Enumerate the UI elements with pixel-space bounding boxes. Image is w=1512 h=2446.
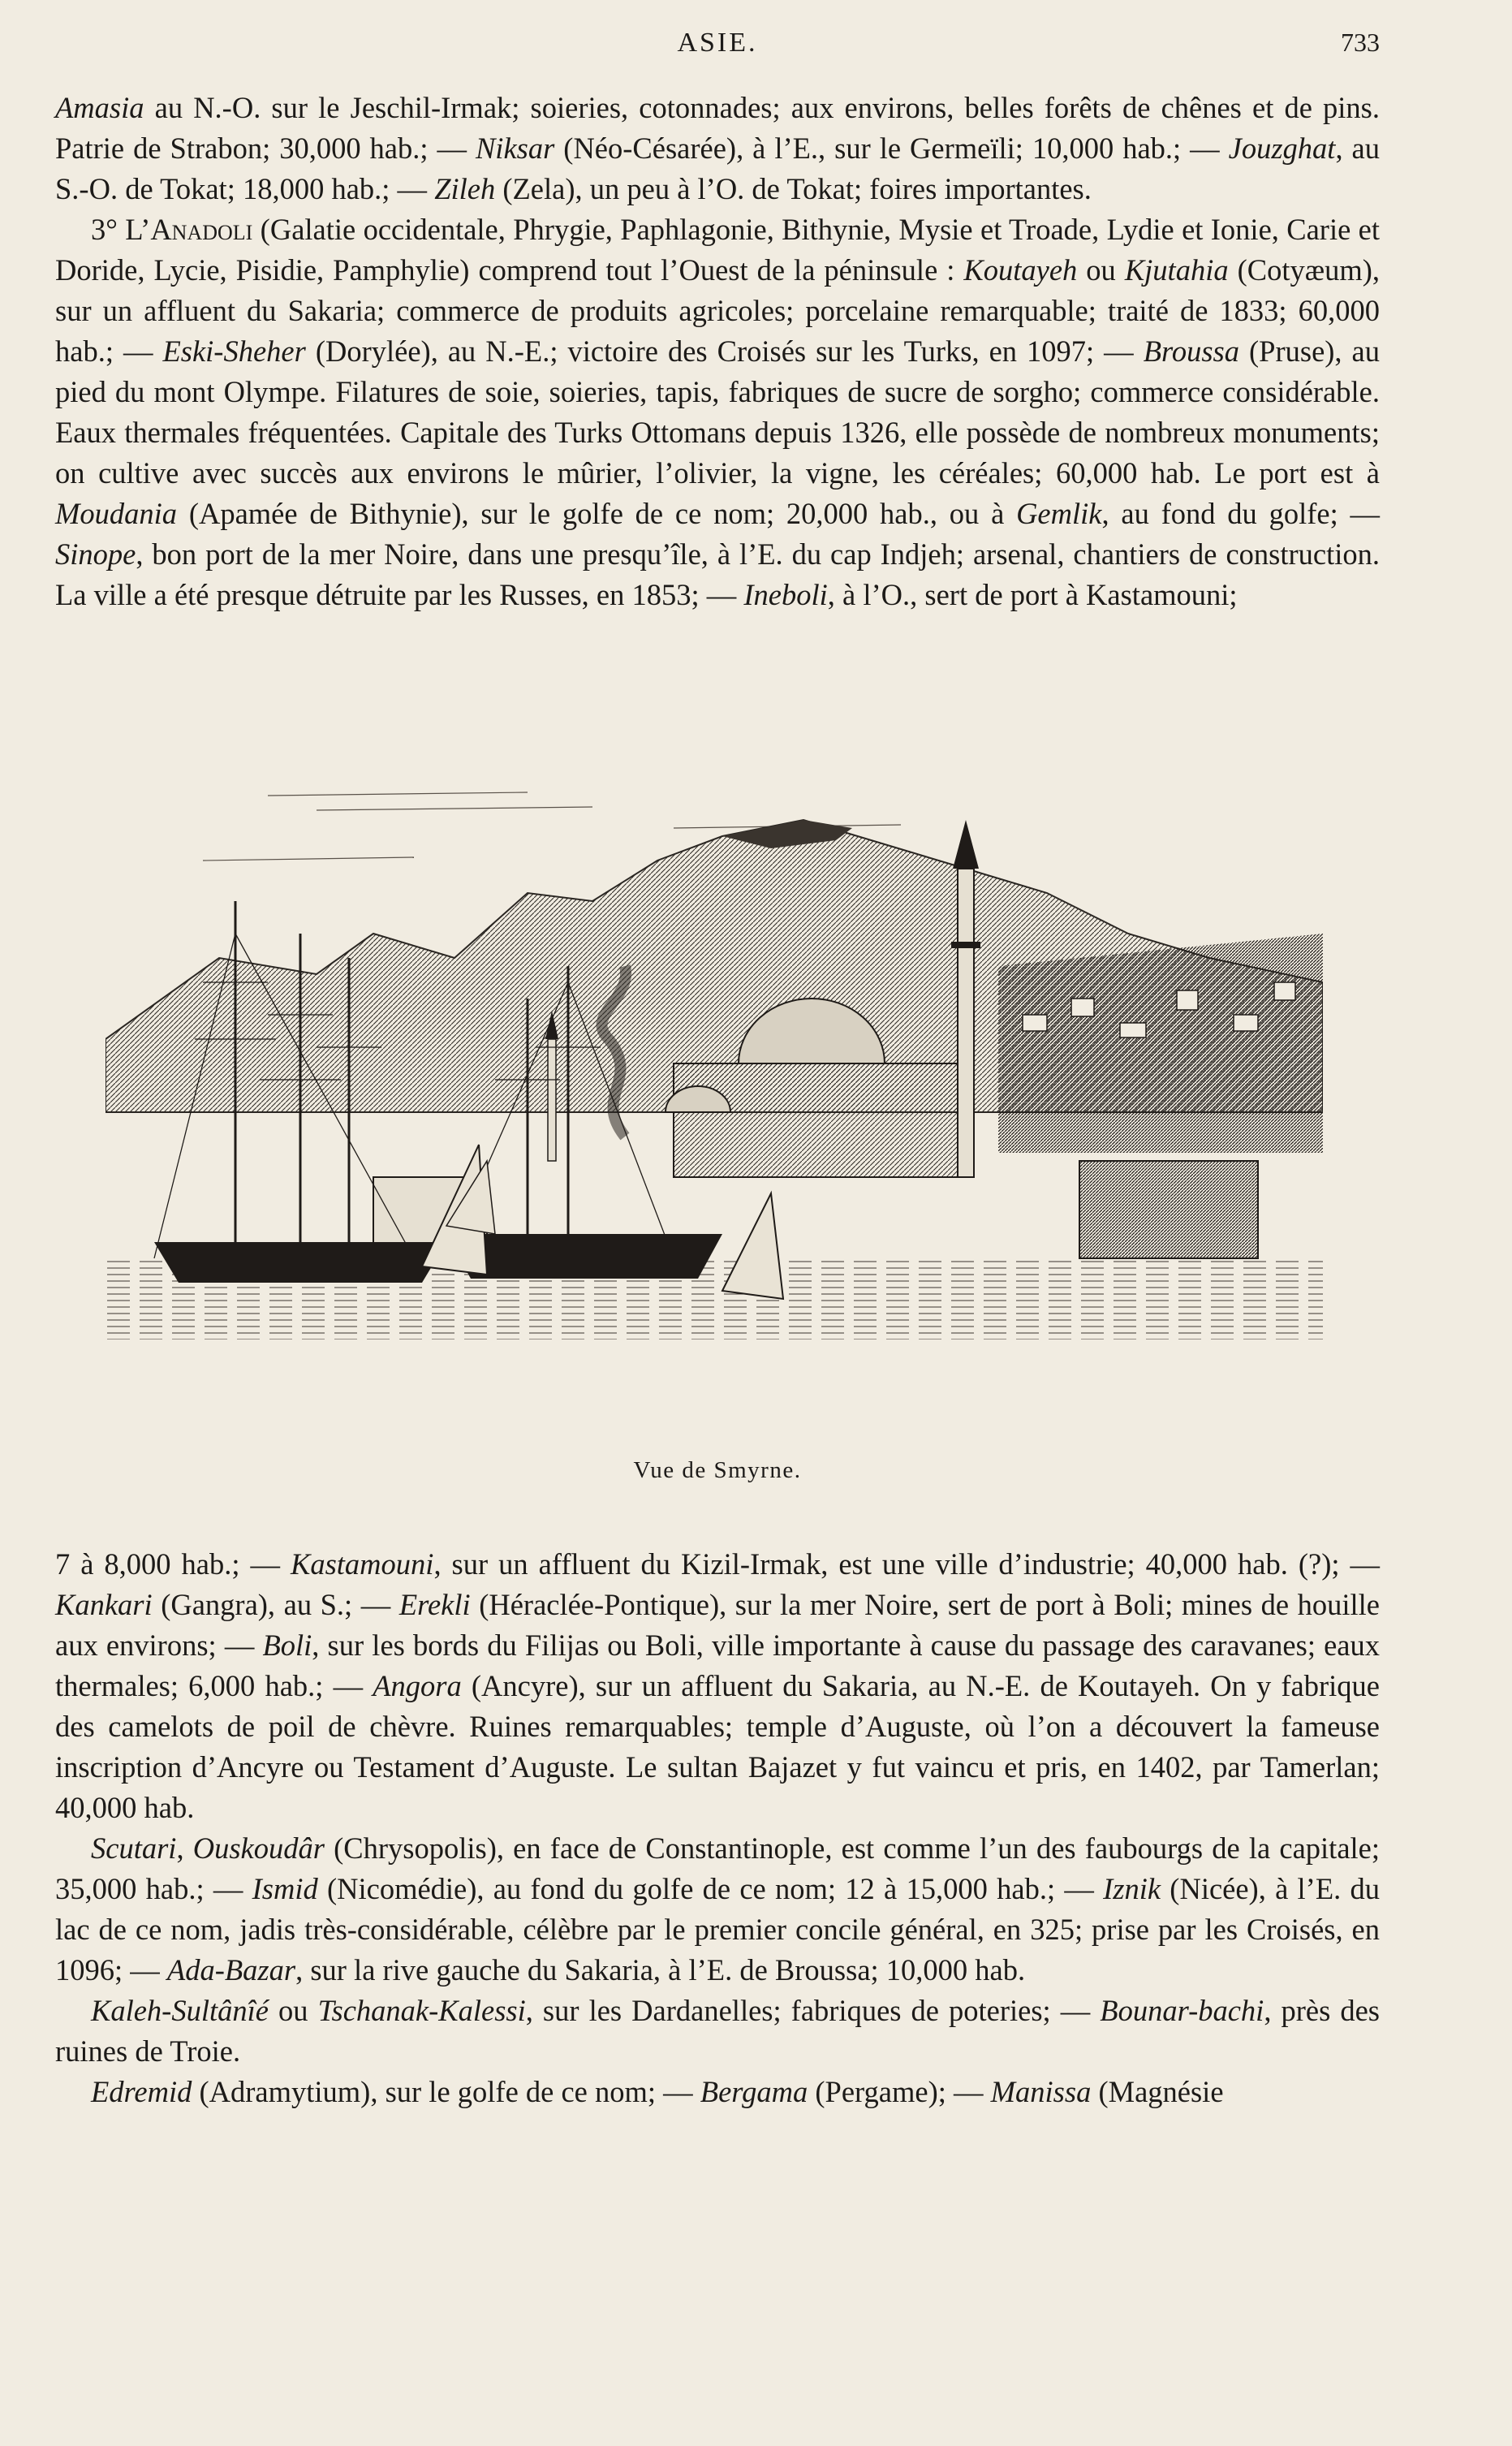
text-run: , à l’O., sert de port à Kastamouni; xyxy=(827,578,1238,611)
place-name: Bounar-bachi xyxy=(1100,1994,1264,2027)
text-run: (Pruse), au pied du mont Olympe. Filatures de soie, soieries, tapis, fabriques de sucre de sorgho; commerce considérable. Eaux thermales fréquentées. Capitale des Turks Ottomans depuis 1326, elle possède de nombreux monuments; on cultive avec succès aux environs le mûrier, l’olivier, la vigne, les céréales; 60,000 hab. Le port est à xyxy=(55,334,1380,490)
text-run: (Magnésie xyxy=(1091,2075,1224,2108)
place-name: Kjutahia xyxy=(1124,253,1229,287)
place-name: Boli xyxy=(262,1629,312,1662)
place-name: Moudania xyxy=(55,497,178,530)
text-run: , bon port de la mer Noire, dans une presqu’île, à l’E. du cap Indjeh; arsenal, chantiers de construction. La ville a été presque détruite par les Russes, en 1853; — xyxy=(55,537,1380,611)
place-name: Jouzghat xyxy=(1228,132,1336,165)
text-run: 3° L’ xyxy=(91,213,151,246)
place-name: Amasia xyxy=(55,91,144,124)
running-title: ASIE. xyxy=(677,28,758,58)
paragraph-p4 xyxy=(55,1828,1380,1991)
text-run: (Néo-Césarée), à l’E., sur le Germeïli; 10,000 hab.; — xyxy=(554,132,1229,165)
place-name: Kankari xyxy=(55,1588,153,1621)
text-run: , sur la rive gauche du Sakaria, à l’E. de Broussa; 10,000 hab. xyxy=(295,1953,1026,1987)
text-run: , au fond du golfe; — xyxy=(1101,497,1380,530)
text-run: , près des ruines de Troie. xyxy=(55,1994,1380,2068)
place-name: Ada-Bazar xyxy=(166,1953,296,1987)
place-name: Scutari xyxy=(91,1831,177,1865)
page-number: 733 xyxy=(1341,28,1380,57)
text-run: (Nicée), à l’E. du lac de ce nom, jadis très-considérable, célèbre par le premier concile général, en 325; prise par les Croisés, en 1096; — xyxy=(55,1872,1381,1987)
text-run: , sur les Dardanelles; fabriques de poteries; — xyxy=(525,1994,1101,2027)
figure-caption: Vue de Smyrne. xyxy=(633,1457,802,1483)
place-name: Edremid xyxy=(91,2075,192,2108)
place-name: Iznik xyxy=(1103,1872,1161,1905)
text-run: (Adramytium), sur le golfe de ce nom; — xyxy=(192,2075,700,2108)
engraving-smyrna-harbor xyxy=(106,771,1323,1339)
text-block-top xyxy=(55,88,1380,615)
place-name: Angora xyxy=(373,1669,462,1702)
running-head xyxy=(55,28,1380,68)
place-name: Gemlik xyxy=(1016,497,1102,530)
text-run: (Nicomédie), au fond du golfe de ce nom; 12 à 15,000 hab.; — xyxy=(317,1872,1104,1905)
place-name: Zileh xyxy=(434,172,496,205)
place-name: Tschanak-Kalessi xyxy=(317,1994,526,2027)
text-run: , sur un affluent du Kizil-Irmak, est une ville d’industrie; 40,000 hab. (?); — xyxy=(433,1547,1380,1581)
text-run: au N.-O. sur le Jeschil-Irmak; soieries, cotonnades; aux environs, belles forêts de chênes et de pins. Patrie de Strabon; 30,000 hab.; — xyxy=(55,91,1380,165)
place-name: Niksar xyxy=(475,132,555,165)
place-name: Bergama xyxy=(700,2075,808,2108)
text-run: (Galatie occidentale, Phrygie, Paphlagonie, Bithynie, Mysie et Troade, Lydie et Ionie, Carie et Doride, Lycie, Pisidie, Pamphylie) comprend tout l’Ouest de la péninsule : xyxy=(55,213,1380,287)
paragraph-p3 xyxy=(55,1544,1380,1828)
region-name: Anadoli xyxy=(150,213,253,246)
text-run: (Gangra), au S.; — xyxy=(152,1588,399,1621)
text-run: (Chrysopolis), en face de Constantinople, est comme l’un des faubourgs de la capitale; 35,000 hab.; — xyxy=(55,1831,1380,1905)
text-run: , sur les bords du Filijas ou Boli, ville importante à cause du passage des caravanes; eaux thermales; 6,000 hab.; — xyxy=(55,1629,1380,1702)
text-run: (Pergame); — xyxy=(808,2075,991,2108)
text-run: (Ancyre), sur un affluent du Sakaria, au N.-E. de Koutayeh. On y fabrique des camelots de poil de chèvre. Ruines remarquables; temple d’Auguste, où l’on a découvert la fameuse inscription d’Ancyre ou Testament d’Auguste. Le sultan Bajazet y fut vaincu et pris, en 1402, par Tamerlan; 40,000 hab. xyxy=(55,1669,1380,1824)
text-run: (Zela), un peu à l’O. de Tokat; foires importantes. xyxy=(495,172,1092,205)
engraving-illustration xyxy=(106,771,1323,1339)
place-name: Manissa xyxy=(990,2075,1092,2108)
place-name: Ouskoudâr xyxy=(192,1831,325,1865)
text-run: ou xyxy=(268,1994,318,2027)
place-name: Broussa xyxy=(1143,334,1239,368)
text-run: (Dorylée), au N.-E.; victoire des Croisés sur les Turks, en 1097; — xyxy=(305,334,1144,368)
place-name: Sinope xyxy=(55,537,136,571)
text-block-bottom xyxy=(55,1544,1380,2112)
place-name: Koutayeh xyxy=(963,253,1078,287)
place-name: Kaleh-Sultânîé xyxy=(91,1994,269,2027)
paragraph-p1 xyxy=(55,88,1380,209)
text-run: , xyxy=(176,1831,193,1865)
place-name: Ismid xyxy=(252,1872,318,1905)
paragraph-p6 xyxy=(55,2072,1380,2112)
text-run: (Héraclée-Pontique), sur la mer Noire, sert de port à Boli; mines de houille aux environs; — xyxy=(55,1588,1380,1662)
text-run: (Cotyæum), sur un affluent du Sakaria; commerce de produits agricoles; porcelaine remarquable; traité de 1833; 60,000 hab.; — xyxy=(55,253,1380,368)
place-name: Ineboli xyxy=(743,578,828,611)
paragraph-p5 xyxy=(55,1991,1380,2072)
text-run: ou xyxy=(1077,253,1125,287)
text-run: (Apamée de Bithynie), sur le golfe de ce nom; 20,000 hab., ou à xyxy=(177,497,1017,530)
text-run: 7 à 8,000 hab.; — xyxy=(55,1547,291,1581)
paragraph-p2 xyxy=(55,209,1380,615)
place-name: Erekli xyxy=(398,1588,471,1621)
place-name: Eski-Sheher xyxy=(162,334,306,368)
place-name: Kastamouni xyxy=(290,1547,434,1581)
text-run: , au S.-O. de Tokat; 18,000 hab.; — xyxy=(55,132,1381,205)
